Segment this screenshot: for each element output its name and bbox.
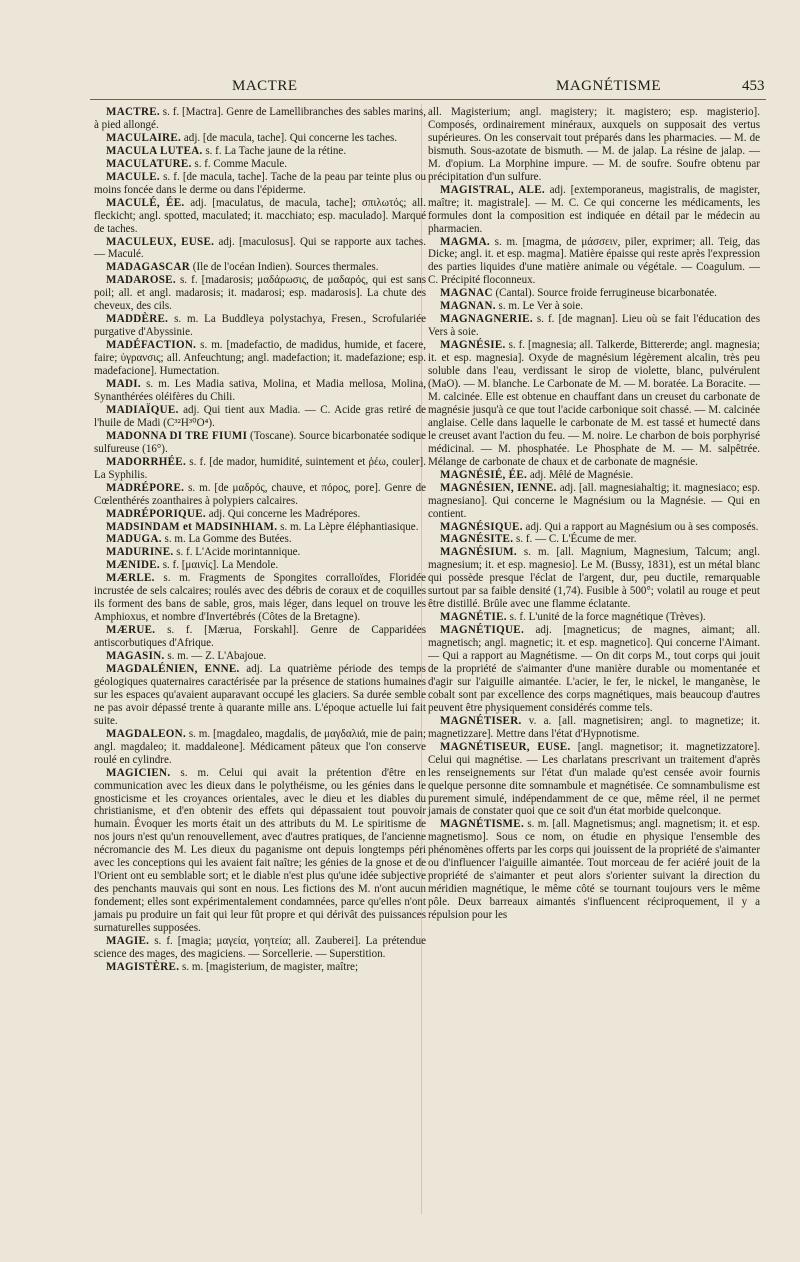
dictionary-entry	[94, 197, 426, 236]
entry-definition: adj. [extemporaneus, magistralis, de magister, maître; it. magistrale]. — M. C. Ce qui concerne les médicaments, les formules dont la composition est indiquée en détail par le médecin au pharmacien.	[428, 183, 760, 235]
entry-headword: MÆNIDE.	[106, 559, 160, 572]
entry-headword: MADRÉPORIQUE.	[106, 507, 206, 520]
dictionary-entry	[428, 300, 760, 313]
entry-definition: adj. [maculosus]. Qui se rapporte aux taches. — Maculé.	[94, 235, 426, 261]
entry-headword: MÆRUE.	[106, 624, 156, 637]
entry-definition: all. Magisterium; angl. magistery; it. magistero; esp. magisterio]. Composés, ordinairement minéraux, auxquels on supposait des vertus supérieures. On les conservait tout préparés dans les pharmacies. — M. de bismuth. Sous-azotate de bismuth. — M. de jalap. La résine de jalap. — M. d'opium. La Morphine impure. — M. de soufre. Soufre obtenu par précipitation d'un sulfure.	[428, 106, 760, 183]
entry-definition: s. f. La Tache jaune de la rétine.	[202, 144, 347, 157]
dictionary-entry	[428, 106, 760, 184]
entry-headword: MAGNÉSITE.	[440, 533, 514, 546]
right-column	[428, 106, 760, 922]
entry-definition: adj. [maculatus, de macula, tache]; σπιλωτός; all. fleckicht; angl. spotted, maculated; it. macchiato; esp. maculado]. Marqué de taches.	[94, 196, 426, 235]
entry-headword: MACULATURE.	[106, 157, 192, 170]
dictionary-entry	[94, 106, 426, 132]
dictionary-entry	[94, 961, 426, 974]
header-right-title: MAGNÉTISME	[556, 78, 661, 94]
entry-definition: s. f. [de macula, tache]. Tache de la peau par teinte plus ou moins foncée dans le derme ou dans l'épiderme.	[94, 170, 426, 196]
dictionary-entry	[428, 287, 760, 300]
entry-definition: s. f. [madarosis; μαδάρωσις, de μαδαρός, qui est sans poil; all. et angl. madarosis; it. madarosi; esp. madarosis]. La chute des cheveux, des cils.	[94, 274, 426, 313]
left-column	[94, 106, 426, 974]
entry-definition: s. m. [magdaleo, magdalis, de μαγδαλιά, mie de pain; angl. magdaleo; it. maddaleone]. Médicament pâteux que l'on conserve roulé en cylindre.	[94, 727, 426, 766]
entry-definition: adj. Qui tient aux Madia. — C. Acide gras retiré de l'huile de Madi (C³²H³⁰O⁴).	[94, 403, 426, 429]
entry-definition: s. f. [μαινίς]. La Mendole.	[159, 559, 279, 572]
dictionary-entry	[94, 378, 426, 404]
dictionary-entry	[94, 767, 426, 935]
entry-definition: adj. [all. magnesiahaltig; it. magnesiaco; esp. magnesiano]. Qui concerne le Magnésium ou la Magnésie. — Qui en contient.	[428, 481, 760, 520]
dictionary-entry	[428, 546, 760, 611]
dictionary-entry	[94, 145, 426, 158]
entry-headword: MACULÉ, ÉE.	[106, 196, 185, 209]
dictionary-entry	[428, 521, 760, 534]
entry-definition: adj. Mêlé de Magnésie.	[527, 468, 634, 481]
entry-headword: MAGISTRAL, ALE.	[440, 183, 545, 196]
dictionary-entry	[94, 261, 426, 274]
entry-headword: MAGNÉSIEN, IENNE.	[440, 481, 557, 494]
dictionary-entry	[428, 611, 760, 624]
dictionary-entry	[428, 469, 760, 482]
entry-headword: MADORRHÉE.	[106, 455, 187, 468]
entry-definition: s. m. La Buddleya polystachya, Fresen., Scrofulariée purgative d'Abyssinie.	[94, 313, 426, 339]
dictionary-entry	[428, 184, 760, 236]
dictionary-entry	[94, 650, 426, 663]
entry-headword: MAGNÉTISME.	[440, 818, 525, 831]
entry-definition: s. m. [all. Magnetismus; angl. magnetism; it. et esp. magnetismo]. Sous ce nom, on étudie en physique l'ensemble des phénomènes offerts par les corps qui jouissent de la propriété de s'aimanter ou d'influencer l'aiguille aimantée. Tout morceau de fer aciéré jouit de la propriété de s'aimanter et peut alors s'orienter suivant la direction du méridien magnétique, le même côté se tournant toujours vers le même pôle. Deux barreaux aimantés s'influencent réciproquement, il y a répulsion pour les	[428, 818, 760, 922]
entry-definition: v. a. [all. magnetisiren; angl. to magnetize; it. magnetizzare]. Mettre dans l'état d'Hypnotisme.	[428, 714, 760, 740]
entry-headword: MAGNÉTIE.	[440, 611, 507, 624]
header-rule	[90, 99, 766, 100]
dictionary-entry	[94, 236, 426, 262]
entry-headword: MAGDALEON.	[106, 727, 187, 740]
entry-headword: MACULEUX, EUSE.	[106, 235, 215, 248]
entry-headword: MAGICIEN.	[106, 766, 171, 779]
entry-headword: MAGISTÈRE.	[106, 960, 180, 973]
dictionary-entry	[94, 132, 426, 145]
dictionary-entry	[428, 236, 760, 288]
entry-headword: MADDÈRE.	[106, 313, 169, 326]
entry-definition: adj. Qui concerne les Madrépores.	[205, 507, 361, 520]
dictionary-entry	[428, 715, 760, 741]
entry-headword: MAGNÉTIQUE.	[440, 624, 525, 637]
dictionary-entry	[94, 482, 426, 508]
entry-definition: s. f. [Mærua, Forskahl]. Genre de Capparidées antiscorbutiques d'Afrique.	[94, 624, 426, 650]
dictionary-entry	[94, 171, 426, 197]
dictionary-entry	[94, 404, 426, 430]
entry-definition: s. f. — C. L'Écume de mer.	[513, 533, 637, 546]
dictionary-entry	[94, 546, 426, 559]
entry-headword: MACULE.	[106, 170, 160, 183]
entry-definition: s. m. — Z. L'Abajoue.	[164, 650, 267, 663]
dictionary-entry	[428, 533, 760, 546]
entry-definition: s. f. L'unité de la force magnétique (Trèves).	[506, 611, 706, 624]
entry-headword: MADAROSE.	[106, 274, 176, 287]
entry-definition: s. m. Fragments de Spongites corralloïdes, Floridée incrustée de sels calcaires; roulés avec des débris de coraux et de coquilles ils forment des bans de sable, gros, mais léger, dans lequel on trouve les Amphioxus, et nombre d'Invertébrés (Côtes de la Bretagne).	[94, 572, 426, 624]
entry-definition: s. f. [magnesia; all. Talkerde, Bittererde; angl. magnesia; it. et esp. magnesia]. Oxyde de magnésium légèrement alcalin, très peu soluble dans l'eau, verdissant le sirop de violette, blanc, pulvérulent (MaO). — M. blanche. Le Carbonate de M. — M. boratée. La Boracite. — M. calcinée. Elle est obtenue en chauffant dans un creuset du carbonate de magnésie jusqu'à ce que tout l'acide carbonique soit chassé. — M. calcinée anglaise. Celle dans laquelle le carbonate de M. est tassé et humecté dans le creuset avant l'action du feu. — M. noire. Le charbon de bois porphyrisé médicinal. — M. phosphatée. Le Phosphate de M. — M. salpêtrée. Mélange de carbonate de chaux et de carbonate de magnésie.	[428, 339, 760, 468]
entry-headword: MADIAÏQUE.	[106, 403, 179, 416]
entry-headword: MADSINDAM et MADSINHIAM.	[106, 520, 278, 533]
dictionary-entry	[94, 728, 426, 767]
entry-definition: s. f. [magia; μαγεία, γοητεία; all. Zauberei]. La prétendue science des mages, des magiciens. — Sorcellerie. — Superstition.	[94, 935, 426, 960]
entry-definition: s. f. Comme Macule.	[191, 157, 288, 170]
entry-definition: s. f. [de magnan]. Lieu où se fait l'éducation des Vers à soie.	[428, 313, 760, 339]
entry-definition: s. m. La Lèpre éléphantiasique.	[277, 520, 419, 533]
dictionary-entry	[94, 274, 426, 313]
entry-definition: adj. [de macula, tache]. Qui concerne les taches.	[181, 131, 398, 144]
dictionary-entry	[428, 339, 760, 469]
entry-headword: MAGNAGNERIE.	[440, 313, 533, 326]
entry-definition: s. f. [de mador, humidité, suintement et ῥέω, couler]. La Syphilis.	[94, 455, 426, 481]
entry-definition: s. m. [all. Magnium, Magnesium, Talcum; angl. magnesium; it. et esp. magnesio]. Le M. (Bussy, 1831), est un métal blanc qui possède presque l'éclat de l'argent, dur, peu ductile, remarquable surtout par sa faible densité (1,74). Fusible à 500°; volatil au rouge et peut être distillé. Brûle avec une flamme éclatante.	[428, 546, 760, 611]
entry-headword: MAGIE.	[106, 935, 150, 947]
running-header	[0, 78, 800, 100]
entry-headword: MAGNÉSIUM.	[440, 546, 517, 559]
entry-headword: MAGNÉSIÉ, ÉE.	[440, 468, 528, 481]
entry-definition: (Cantal). Source froide ferrugineuse bicarbonatée.	[492, 287, 717, 300]
dictionary-entry	[94, 430, 426, 456]
dictionary-entry	[94, 624, 426, 650]
entry-definition: adj. [magneticus; de magnes, aimant; all. magnetisch; angl. magnetic; it. et esp. magnetico]. Qui concerne l'Aimant. — Qui a rapport au Magnétisme. — On dit corps M., tout corps qui jouit de la propriété de s'aimanter d'une manière durable ou momentanée et d'agir sur l'aiguille aimantée. L'acier, le fer, le nickel, le manganèse, le cobalt sont par excellence des corps magnétiques, mais beaucoup d'autres peuvent être physiquement considérés comme tels.	[428, 624, 760, 714]
entry-headword: MADÉFACTION.	[106, 339, 197, 352]
entry-definition: s. m. Le Ver à soie.	[495, 300, 584, 313]
entry-headword: MAGNÉSIQUE.	[440, 520, 523, 533]
entry-headword: MADI.	[106, 378, 141, 391]
entry-headword: MADURINE.	[106, 546, 174, 559]
entry-definition: s. m. [magisterium, de magister, maître;	[179, 960, 359, 973]
entry-headword: MAGNÉTISEUR, EUSE.	[440, 740, 571, 753]
entry-headword: MADUGA.	[106, 533, 162, 546]
entry-definition: s. m. Celui qui avait la prétention d'être en communication avec les dieux dans le polythéisme, ou les génies dans le gnosticisme et les croyances orientales, avec le dieu et les diables du christianisme, et d'en obtenir des effets qui dépassaient tout pouvoir humain. Évoquer les morts était un des attributs du M. Le spiritisme de nos jours n'est qu'un renouvellement, avec d'autres pratiques, de l'ancienne nécromancie des M. Les dieux du paganisme ont depuis longtemps péri avec les conceptions qui les avaient fait naître; les génies de la gnose et de l'Orient ont eu semblable sort; et le diable n'est plus qu'une idée subjective des penchants mauvais qui sont en nous. Les fictions des M. n'ont aucun fondement; elles sont expérimentalement condamnées, parce qu'elles n'ont jamais pu produire un fait qui leur fût propre et qui dérivât des puissances surnaturelles supposées.	[94, 766, 426, 935]
dictionary-entry	[94, 313, 426, 339]
dictionary-entry	[94, 663, 426, 728]
entry-definition: s. m. [de μαδρός, chauve, et πόρος, pore]. Genre de Cœlenthérés zoanthaires à polypiers calcaires.	[94, 481, 426, 507]
dictionary-entry	[94, 559, 426, 572]
header-left-title: MACTRE	[232, 78, 298, 94]
dictionary-entry	[94, 521, 426, 534]
entry-definition: s. m. [magma, de μάσσειν, piler, exprimer; all. Teig, das Dicke; angl. it. et esp. magma]. Matière épaisse qui reste après l'expression des parties liquides d'une matière animale ou végétale. — Coagulum. — C. Précipité floconneux.	[428, 235, 760, 287]
entry-headword: MAGMA.	[440, 235, 490, 248]
entry-definition: s. f. [Mactra]. Genre de Lamellibranches des sables marins, à pied allongé.	[94, 106, 426, 131]
entry-headword: MADONNA DI TRE FIUMI	[106, 429, 248, 442]
dictionary-entry	[94, 508, 426, 521]
entry-headword: MACULA LUTEA.	[106, 144, 203, 157]
entry-definition: s. m. La Gomme des Butées.	[161, 533, 292, 546]
entry-definition: (Ile de l'océan Indien). Sources thermales.	[190, 261, 379, 274]
entry-definition: (Toscane). Source bicarbonatée sodique sulfureuse (16°).	[94, 429, 426, 455]
entry-definition: adj. La quatrième période des temps géologiques quaternaires caractérisée par la présence de stations humaines sur les espaces qu'avaient auparavant occupé les glaciers. Sa durée semble ne pas avoir dépassé trente à quarante mille ans. L'époque actuelle lui fait suite.	[94, 662, 426, 727]
entry-headword: MAGNAC	[440, 287, 493, 300]
dictionary-entry	[428, 741, 760, 819]
page-number: 453	[742, 78, 765, 94]
entry-definition: s. f. L'Acide morintannique.	[173, 546, 301, 559]
dictionary-entry	[94, 935, 426, 961]
entry-headword: MACULAIRE.	[106, 131, 182, 144]
dictionary-entry	[94, 533, 426, 546]
dictionary-entry	[94, 572, 426, 624]
dictionary-entry	[94, 158, 426, 171]
entry-headword: MÆRLE.	[106, 572, 155, 585]
dictionary-entry	[428, 818, 760, 922]
entry-headword: MAGASIN.	[106, 650, 165, 663]
entry-definition: [angl. magnetisor; it. magnetizzatore]. Celui qui magnétise. — Les charlatans prescrivant un traitement d'après les renseignements sur l'état d'un malade qu'est censée avoir fournis quelque personne dite somnambule et magnétisée. Ce somnambulisme est purement simulé, indépendamment de ce que, même réel, il ne permet jamais de constater quoi que ce soit d'un état morbide quelconque.	[428, 740, 760, 818]
dictionary-entry	[94, 456, 426, 482]
dictionary-entry	[428, 313, 760, 339]
dictionary-entry	[428, 482, 760, 521]
entry-headword: MAGNÉSIE.	[440, 339, 506, 352]
entry-headword: MACTRE.	[106, 106, 160, 118]
entry-definition: s. m. Les Madia sativa, Molina, et Madia mellosa, Molina, Synanthérées oléifères du Chili.	[94, 378, 426, 403]
entry-headword: MADRÉPORE.	[106, 481, 185, 494]
dictionary-entry	[94, 339, 426, 378]
dictionary-entry	[428, 624, 760, 715]
entry-headword: MAGNÉTISER.	[440, 714, 522, 727]
entry-definition: s. m. [madefactio, de madidus, humide, et facere, faire; ὑγρανσις; all. Anfeuchtung; angl. madefaction; it. madefazione; esp. madefacione]. Humectation.	[94, 339, 426, 378]
entry-headword: MAGDALÉNIEN, ENNE.	[106, 662, 240, 675]
entry-headword: MADAGASCAR	[106, 261, 191, 274]
entry-headword: MAGNAN.	[440, 300, 496, 313]
entry-definition: adj. Qui a rapport au Magnésium ou à ses composés.	[522, 520, 759, 533]
